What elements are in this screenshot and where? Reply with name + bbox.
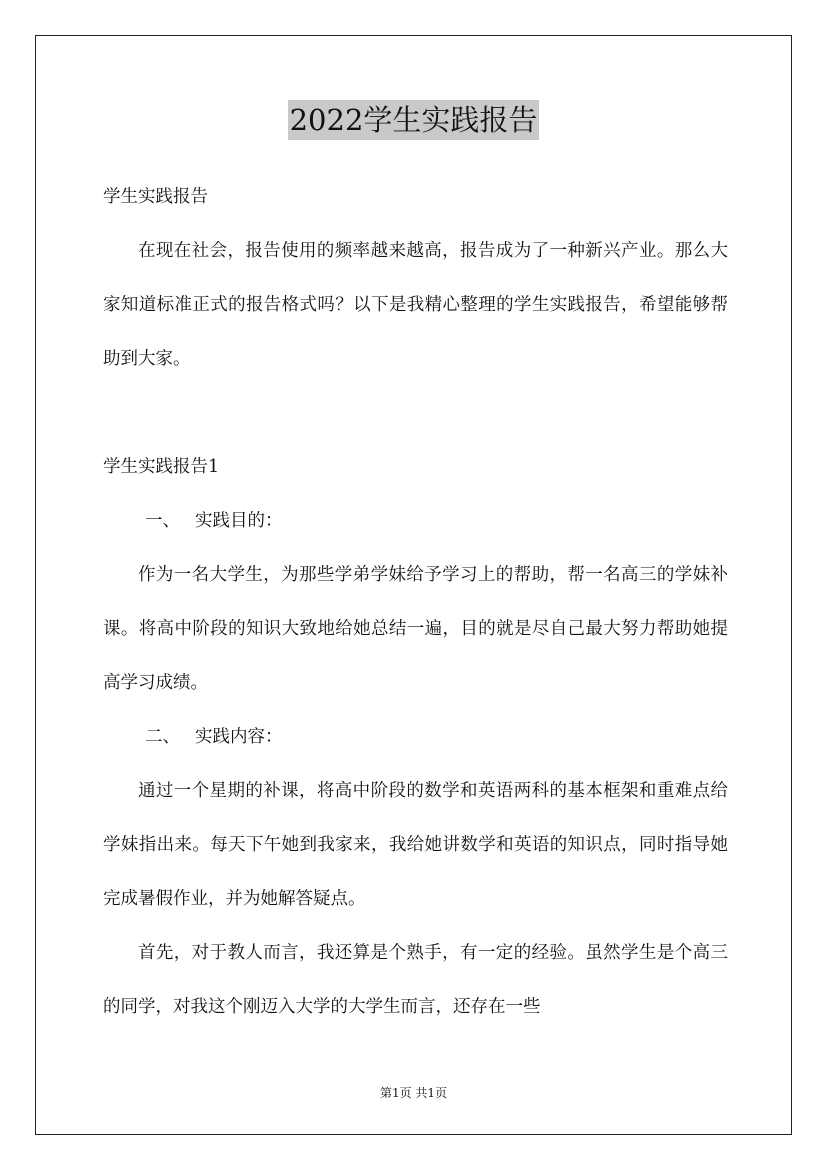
list-label-2: 实践内容： [195,727,283,747]
paragraph-1: 作为一名大学生，为那些学弟学妹给予学习上的帮助，帮一名高三的学妹补课。将高中阶段的知识大致地给她总结一遍，目的就是尽自己最大努力帮助她提高学习成绩。 [103,565,728,693]
list-number-2: 二、 [145,727,180,747]
document-body [103,170,728,1034]
paragraph-3: 首先，对于教人而言，我还算是个熟手，有一定的经验。虽然学生是个高三的同学，对我这个刚迈入大学的大学生而言，还存在一些 [103,943,728,1017]
spacer [103,386,728,440]
document-title-wrap [0,100,827,140]
document-title: 2022学生实践报告 [288,100,540,140]
page-footer: 第1页 共1页 [379,1086,448,1100]
section-heading: 学生实践报告1 [103,457,220,477]
list-heading-2 [103,710,728,764]
list-label-1: 实践目的： [195,511,283,531]
list-number-1: 一、 [145,511,180,531]
intro-paragraph: 在现在社会，报告使用的频率越来越高，报告成为了一种新兴产业。那么大家知道标准正式的报告格式吗？以下是我精心整理的学生实践报告，希望能够帮助到大家。 [103,241,728,369]
intro-heading: 学生实践报告 [103,187,208,207]
paragraph-2: 通过一个星期的补课，将高中阶段的数学和英语两科的基本框架和重难点给学妹指出来。每天下午她到我家来，我给她讲数学和英语的知识点，同时指导她完成暑假作业，并为她解答疑点。 [103,781,728,909]
list-heading-1 [103,494,728,548]
